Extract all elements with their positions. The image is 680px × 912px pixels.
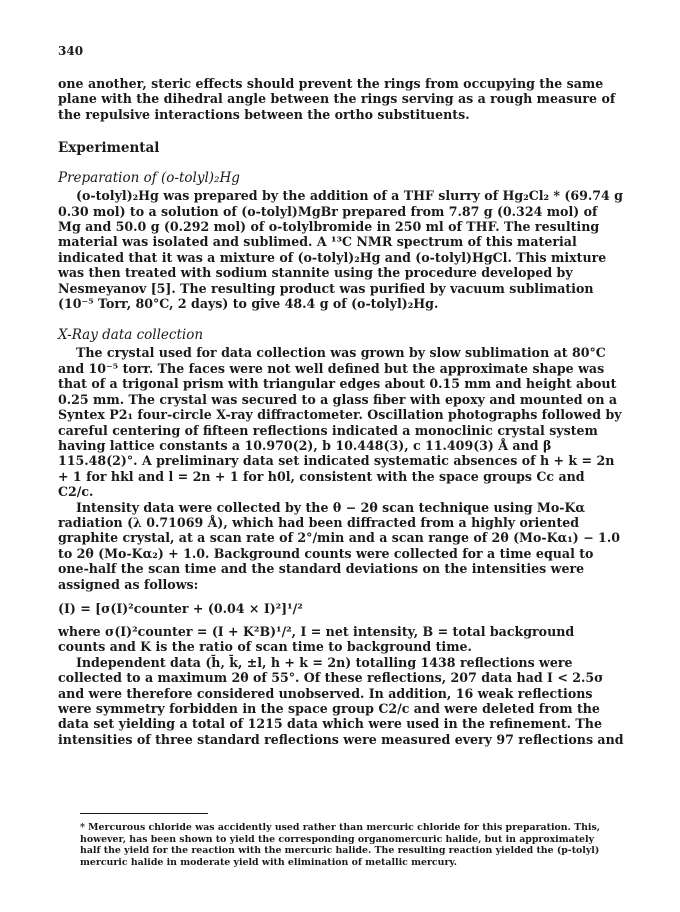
xray-paragraph-4: Independent data (h̄, k̄, ±l, h + k = 2n) totalling 1438 reflections were collected to a maximum 2θ of 55°. Of these reflections, 207 data had I < 2.5σ and were therefore considered unobserved. In addition, 16 weak reflections were symmetry forbidden in the space group C2/c and were deleted from the data set yielding a total of 1215 data which were used in the refinement. The intensities of three standard reflections were measured every 97 reflections and: [58, 654, 624, 747]
sigma-formula: (I) = [σ(I)²counter + (0.04 × I)²]¹/²: [58, 600, 303, 616]
preparation-title: Preparation of (o-tolyl)₂Hg: [58, 170, 240, 187]
footnote: * Mercurous chloride was accidently used rather than mercuric chloride for this preparation. This, however, has been shown to yield the corresponding organomercuric halide, but in approximately half the yield for the reaction with the mercuric halide. The resulting reaction yielded the (p-tolyl) mercuric halide in moderate yield with elimination of metallic mercury.: [80, 822, 601, 868]
page-body: [58, 44, 624, 747]
xray-paragraph-1: The crystal used for data collection was grown by slow sublimation at 80°C and 10⁻⁵ torr. The faces were not well defined but the approximate shape was that of a trigonal prism with triangular edges about 0.15 mm and height about 0.25 mm. The crystal was secured to a glass fiber with epoxy and mounted on a Syntex P2₁ four-circle X-ray diffractometer. Oscillation photographs followed by careful centering of fifteen reflections indicated a monoclinic crystal system having lattice constants a 10.970(2), b 10.448(3), c 11.409(3) Å and β 115.48(2)°. A preliminary data set indicated systematic absences of h + k = 2n + 1 for hkl and l = 2n + 1 for h0l, consistent with the space groups Cc and C2/c.: [58, 345, 622, 500]
footnote-divider: [80, 813, 208, 814]
section-title: Experimental: [58, 140, 160, 157]
preparation-paragraph: (o-tolyl)₂Hg was prepared by the addition of a THF slurry of Hg₂Cl₂ * (69.74 g 0.30 mol) to a solution of (o-tolyl)MgBr prepared from 7.87 g (0.324 mol) of Mg and 50.0 g (0.292 mol) of o-tolylbromide in 250 ml of THF. The resulting material was isolated and sublimed. A ¹³C NMR spectrum of this material indicated that it was a mixture of (o-tolyl)₂Hg and (o-tolyl)HgCl. This mixture was then treated with sodium stannite using the procedure developed by Nesmeyanov [5]. The resulting product was purified by vacuum sublimation (10⁻⁵ Torr, 80°C, 2 days) to give 48.4 g of (o-tolyl)₂Hg.: [58, 188, 623, 312]
xray-paragraph-3: where σ(I)²counter = (I + K²B)¹/², I = net intensity, B = total background counts and K is the ratio of scan time to background time.: [58, 623, 575, 655]
intro-paragraph: one another, steric effects should prevent the rings from occupying the same plane with the dihedral angle between the rings serving as a rough measure of the repulsive interactions between the ortho substituents.: [58, 76, 616, 122]
xray-title: X-Ray data collection: [58, 327, 204, 344]
xray-block: [58, 327, 624, 747]
preparation-block: [58, 170, 624, 311]
xray-paragraph-2: Intensity data were collected by the θ − 2θ scan technique using Mo-Kα radiation (λ 0.71069 Å), which had been diffracted from a highly oriented graphite crystal, at a scan rate of 2°/min and a scan range of 2θ (Mo-Kα₁) − 1.0 to 2θ (Mo-Kα₂) + 1.0. Background counts were collected for a time equal to one-half the scan time and the standard deviations on the intensities were assigned as follows:: [58, 499, 620, 592]
page-number: 340: [58, 44, 84, 58]
